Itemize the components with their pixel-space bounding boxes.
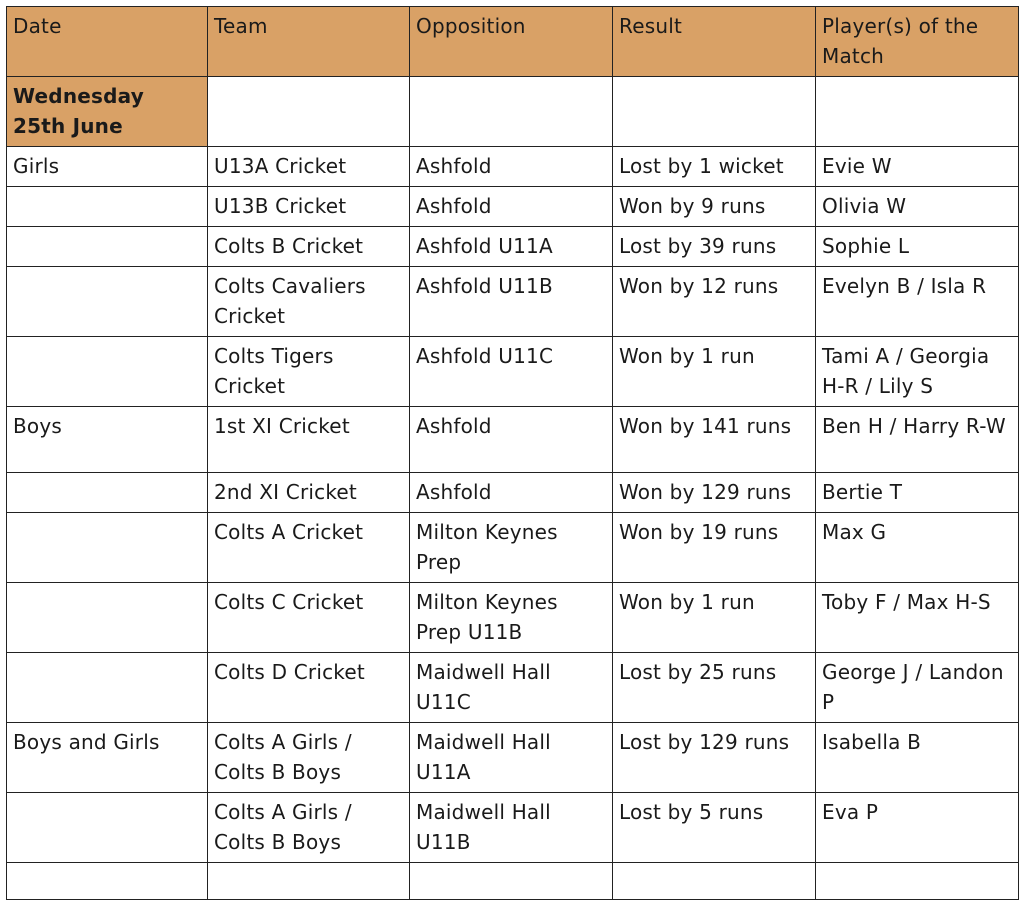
opposition-cell: Milton Keynes Prep <box>410 513 613 583</box>
team-cell: Colts B Cricket <box>208 227 410 267</box>
result-cell: Won by 19 runs <box>613 513 816 583</box>
results-table <box>6 6 1019 900</box>
result-cell: Won by 1 run <box>613 583 816 653</box>
result-cell: Lost by 129 runs <box>613 723 816 793</box>
opposition-cell: Ashfold <box>410 473 613 513</box>
potm-cell: Eva P <box>816 793 1019 863</box>
team-cell: 1st XI Cricket <box>208 407 410 473</box>
group-cell: Boys and Girls <box>7 723 208 793</box>
opposition-cell: Ashfold <box>410 407 613 473</box>
header-opposition: Opposition <box>410 7 613 77</box>
empty-cell <box>816 863 1019 900</box>
potm-cell: Evelyn B / Isla R <box>816 267 1019 337</box>
opposition-cell: Ashfold <box>410 187 613 227</box>
result-cell: Lost by 1 wicket <box>613 147 816 187</box>
table-row <box>7 267 1019 337</box>
empty-cell <box>208 77 410 147</box>
potm-cell: Bertie T <box>816 473 1019 513</box>
opposition-cell: Maidwell Hall U11A <box>410 723 613 793</box>
opposition-cell: Ashfold U11A <box>410 227 613 267</box>
potm-cell: Evie W <box>816 147 1019 187</box>
opposition-cell: Maidwell Hall U11B <box>410 793 613 863</box>
result-cell: Won by 12 runs <box>613 267 816 337</box>
opposition-cell: Milton Keynes Prep U11B <box>410 583 613 653</box>
opposition-cell: Ashfold U11B <box>410 267 613 337</box>
team-cell: Colts D Cricket <box>208 653 410 723</box>
empty-cell <box>410 863 613 900</box>
group-cell <box>7 583 208 653</box>
group-cell <box>7 337 208 407</box>
group-cell <box>7 187 208 227</box>
table-row <box>7 337 1019 407</box>
header-player-of-the-match: Player(s) of the Match <box>816 7 1019 77</box>
group-cell <box>7 227 208 267</box>
empty-cell <box>613 863 816 900</box>
empty-cell <box>613 77 816 147</box>
team-cell: U13A Cricket <box>208 147 410 187</box>
table-row <box>7 513 1019 583</box>
team-cell: Colts Tigers Cricket <box>208 337 410 407</box>
team-cell: 2nd XI Cricket <box>208 473 410 513</box>
potm-cell: Ben H / Harry R-W <box>816 407 1019 473</box>
result-cell: Won by 1 run <box>613 337 816 407</box>
date-cell: Wednesday 25th June <box>7 77 208 147</box>
potm-cell: George J / Landon P <box>816 653 1019 723</box>
header-date: Date <box>7 7 208 77</box>
group-cell <box>7 513 208 583</box>
team-cell: Colts A Cricket <box>208 513 410 583</box>
result-cell: Lost by 25 runs <box>613 653 816 723</box>
group-cell: Boys <box>7 407 208 473</box>
potm-cell: Max G <box>816 513 1019 583</box>
header-row <box>7 7 1019 77</box>
team-cell: Colts A Girls / Colts B Boys <box>208 723 410 793</box>
table-row <box>7 473 1019 513</box>
table-row <box>7 793 1019 863</box>
table-row <box>7 583 1019 653</box>
team-cell: Colts Cavaliers Cricket <box>208 267 410 337</box>
table-row <box>7 187 1019 227</box>
date-row <box>7 77 1019 147</box>
potm-cell: Isabella B <box>816 723 1019 793</box>
result-cell: Won by 141 runs <box>613 407 816 473</box>
group-cell <box>7 653 208 723</box>
opposition-cell: Maidwell Hall U11C <box>410 653 613 723</box>
opposition-cell: Ashfold <box>410 147 613 187</box>
team-cell: U13B Cricket <box>208 187 410 227</box>
group-cell <box>7 473 208 513</box>
team-cell: Colts C Cricket <box>208 583 410 653</box>
header-result: Result <box>613 7 816 77</box>
group-cell <box>7 267 208 337</box>
result-cell: Won by 9 runs <box>613 187 816 227</box>
empty-cell <box>410 77 613 147</box>
opposition-cell: Ashfold U11C <box>410 337 613 407</box>
table-row <box>7 227 1019 267</box>
result-cell: Lost by 5 runs <box>613 793 816 863</box>
table-row <box>7 723 1019 793</box>
table-row <box>7 147 1019 187</box>
potm-cell: Toby F / Max H-S <box>816 583 1019 653</box>
empty-cell <box>816 77 1019 147</box>
table-row <box>7 407 1019 473</box>
group-cell <box>7 793 208 863</box>
potm-cell: Tami A / Georgia H-R / Lily S <box>816 337 1019 407</box>
table-row <box>7 653 1019 723</box>
result-cell: Lost by 39 runs <box>613 227 816 267</box>
group-cell: Girls <box>7 147 208 187</box>
blank-row <box>7 863 1019 900</box>
result-cell: Won by 129 runs <box>613 473 816 513</box>
potm-cell: Olivia W <box>816 187 1019 227</box>
empty-cell <box>208 863 410 900</box>
empty-cell <box>7 863 208 900</box>
team-cell: Colts A Girls / Colts B Boys <box>208 793 410 863</box>
header-team: Team <box>208 7 410 77</box>
potm-cell: Sophie L <box>816 227 1019 267</box>
